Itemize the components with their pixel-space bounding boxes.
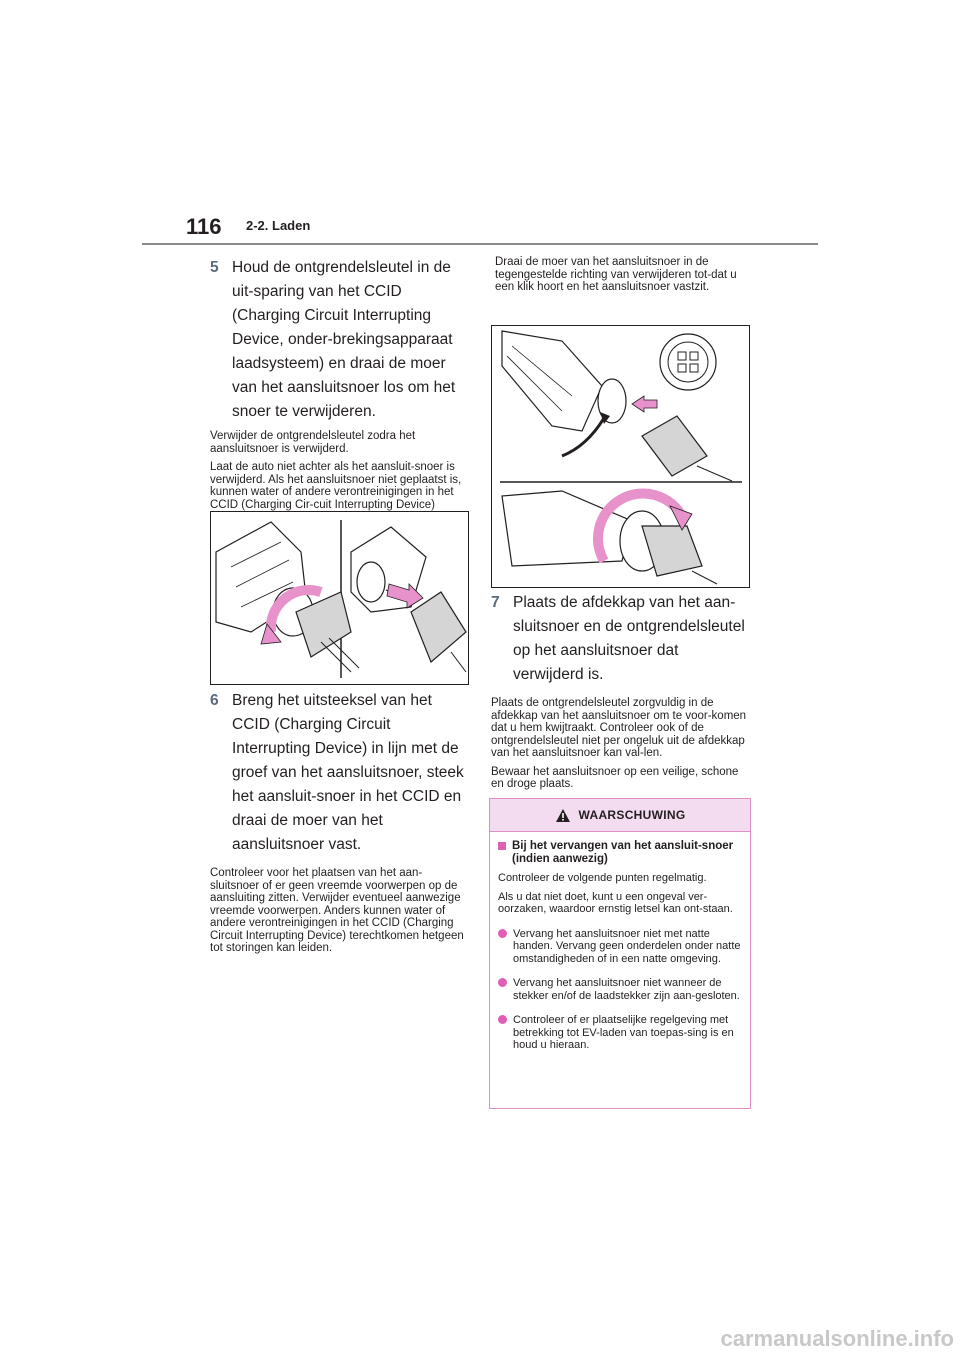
warning-heading: WAARSCHUWING (578, 808, 686, 822)
warning-bullet-text: Vervang het aansluitsnoer niet met natte handen. Vervang geen onderdelen onder natte omstandigheden of in een natte omgeving. (513, 927, 741, 965)
note-paragraph: Laat de auto niet achter als het aansluit-snoer is verwijderd. Als het aansluitsnoer niet geplaatst is, kunnen water of andere verontreinigingen in het CCID (Charging Cir-cuit Interrupting Device) terechtkomen het-geen tot storingen kan leiden. (210, 461, 462, 523)
intro-paragraph: Draai de moer van het aansluitsnoer in de tegengestelde richting van verwijderen tot-dat u een klik hoort en het aansluitsnoer vastzit. (495, 256, 737, 293)
step-number: 7 (491, 594, 500, 611)
warning-triangle-icon (555, 808, 571, 823)
note-paragraph: Controleer voor het plaatsen van het aan-sluitsnoer of er geen vreemde voorwerpen op de aansluiting zitten. Verwijder eventueel aanwezige vreemde voorwerpen. Anders kunnen water of andere verontreinigingen in het CCID (Charging Circuit Interrupting Device) terechtkomen hetgeen tot storingen kan leiden. (210, 867, 464, 954)
note-paragraph: Bewaar het aansluitsnoer op een veilige, schone en droge plaats. (491, 765, 739, 790)
step-6-block (210, 689, 470, 955)
warning-bullet (498, 977, 742, 1002)
circle-bullet-icon (498, 1015, 507, 1024)
circle-bullet-icon (498, 978, 507, 987)
note-paragraph: Plaats de ontgrendelsleutel zorgvuldig in de afdekkap van het aansluitsnoer om te voor-komen dat u hem kwijtraakt. Controleer ook of de ontgrendelsleutel niet per ongeluk uit de afdekkap van het aansluitsnoer kan val-len. (491, 697, 747, 759)
step-text: Houd de ontgrendelsleutel in de uit-sparing van het CCID (Charging Circuit Interrupting Device, onder-brekingsapparaat laadsysteem) en draai de moer van het aansluitsnoer los om het snoer te verwijderen. (232, 259, 456, 420)
warning-paragraph: Als u dat niet doet, kunt u een ongeval ver-oorzaken, waardoor ernstig letsel kan ont-staan. (498, 890, 733, 915)
warning-body (490, 832, 750, 1052)
warning-bullet-text: Vervang het aansluitsnoer niet wanneer de stekker en/of de laadstekker zijn aan-gesloten. (513, 977, 740, 1002)
figure-attach-cord (491, 325, 750, 588)
watermark: carmanualsonline.info (720, 1326, 954, 1351)
header-rule (142, 243, 818, 245)
warning-bullet-text: Controleer of er plaatselijke regelgeving met betrekking tot EV-laden van toepas-sing is en houd u hieraan. (513, 1014, 734, 1051)
step-text: Breng het uitsteeksel van het CCID (Charging Circuit Interrupting Device) in lijn met de groef van het aansluitsnoer, steek het aansluit-snoer in het CCID en draai de moer van het aansluitsnoer vast. (232, 692, 464, 853)
warning-title (498, 840, 742, 866)
step-7-block (491, 591, 750, 791)
square-bullet-icon (498, 842, 506, 850)
warning-bullet (498, 928, 742, 966)
intro-block (495, 256, 750, 294)
section-title: 2-2. Laden (246, 218, 311, 233)
note-paragraph: Verwijder de ontgrendelsleutel zodra het aansluitsnoer is verwijderd. (210, 430, 416, 455)
step-5-block (210, 256, 470, 524)
warning-header (490, 799, 750, 832)
warning-title-text: Bij het vervangen van het aansluit-snoer (indien aanwezig) (512, 840, 734, 865)
step-number: 6 (210, 692, 219, 709)
warning-bullet (498, 1014, 742, 1052)
step-number: 5 (210, 259, 219, 276)
step-6 (210, 689, 470, 857)
warning-paragraph: Controleer de volgende punten regelmatig. (498, 872, 707, 884)
page-number: 116 (186, 214, 222, 239)
step-text: Plaats de afdekkap van het aan-sluitsnoer en de ontgrendelsleutel op het aansluitsnoer dat verwijderd is. (513, 594, 745, 683)
figure-remove-cord (210, 511, 469, 685)
warning-box (489, 798, 751, 1109)
step-7 (491, 591, 750, 687)
circle-bullet-icon (498, 929, 507, 938)
step-5 (210, 256, 470, 424)
